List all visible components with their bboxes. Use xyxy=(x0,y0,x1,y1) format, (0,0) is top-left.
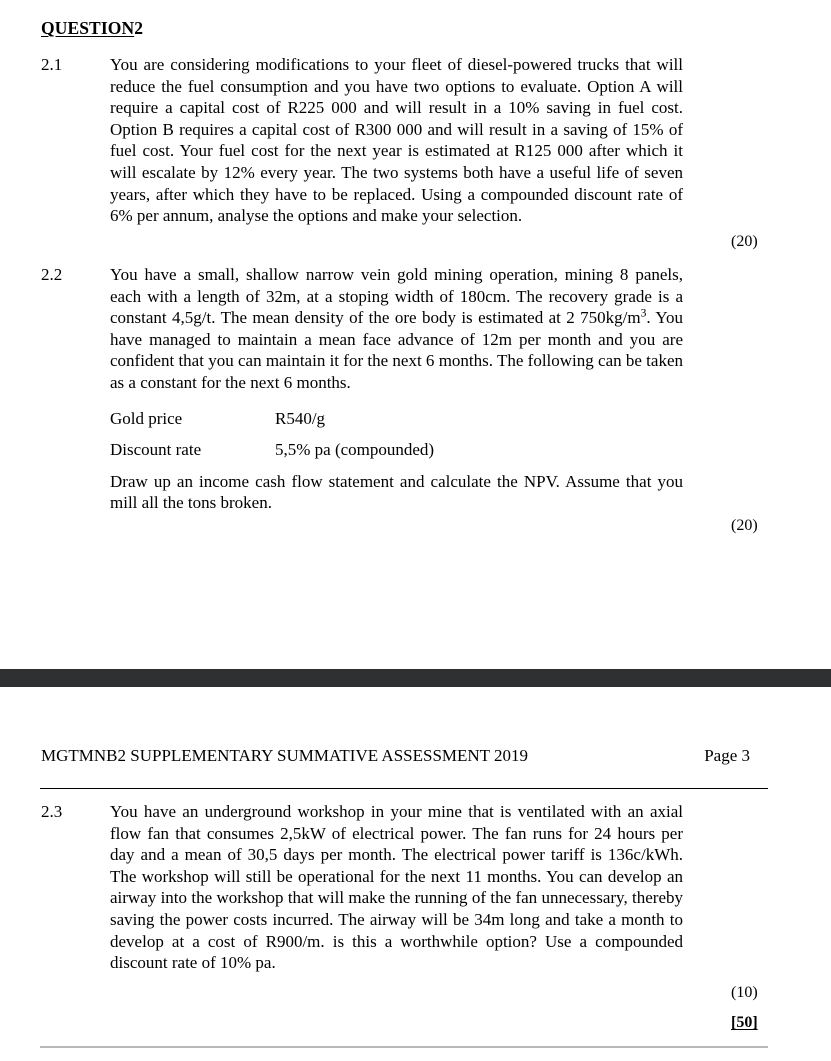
running-header xyxy=(41,745,768,766)
header-divider xyxy=(40,788,768,789)
page-title xyxy=(41,18,143,39)
question-number-2-3: 2.3 xyxy=(41,802,63,821)
question-text-2-3: You have an underground workshop in your mine that is ventilated with an axial flow fan that consumes 2,5kW of electrical power. The fan runs for 24 hours per day and a mean of 30,5 days per month. The electrical power tariff is 136c/kWh. The workshop will still be operational for the next 11 months. You can develop an airway into the workshop that will make the running of the fan unnecessary, thereby saving the power costs incurred. The airway will be 34m long and take a month to develop at a cost of R900/m. is this a worthwhile option? Use a compounded discount rate of 10% pa. xyxy=(110,802,683,973)
data-label-gold-price: Gold price xyxy=(110,408,183,428)
running-header-title: MGTMNB2 SUPPLEMENTARY SUMMATIVE ASSESSMENT 2019 xyxy=(41,746,528,765)
page-break-separator xyxy=(0,669,831,687)
question-number-2-1: 2.1 xyxy=(41,55,63,74)
question-number-2-2: 2.2 xyxy=(41,265,63,284)
question-text-2-2-b: . You have managed to maintain a mean face advance of 12m per month and you are confident that you can maintain it for the next 6 months. The following can be taken as a constant for the next 6 months. xyxy=(110,308,683,392)
marks-2-3: (10) xyxy=(731,984,758,1001)
running-header-page-number: Page 3 xyxy=(704,746,750,765)
page-section-lower xyxy=(0,687,831,1061)
data-row-gold-price xyxy=(110,408,683,430)
footer-divider xyxy=(40,1046,768,1048)
question-text-2-1: You are considering modifications to your fleet of diesel-powered trucks that will reduce the fuel consumption and you have two options to evaluate. Option A will require a capital cost of R225 000 and will result in a 10% saving in fuel cost. Option B requires a capital cost of R300 000 and will result in a saving of 15% of fuel cost. Your fuel cost for the next year is estimated at R125 000 after which it will escalate by 12% every year. The two systems both have a useful life of seven years, after which they have to be replaced. Using a compounded discount rate of 6% per annum, analyse the options and make your selection. xyxy=(110,55,683,226)
data-value-discount-rate: 5,5% pa (compounded) xyxy=(275,440,435,460)
question-item-2-3 xyxy=(41,801,762,974)
question-text-2-2-part1 xyxy=(110,264,683,394)
question-item-2-1 xyxy=(41,54,762,227)
question-heading-word: QUESTION xyxy=(41,18,135,38)
data-value-gold-price: R540/g xyxy=(275,408,326,428)
question-item-2-2 xyxy=(41,264,762,514)
marks-2-1: (20) xyxy=(731,233,758,250)
marks-2-2: (20) xyxy=(731,517,758,534)
question-heading-number: 2 xyxy=(134,18,144,38)
question-text-2-2-a: You have a small, shallow narrow vein gold mining operation, mining 8 panels, each with a length of 32m, at a stoping width of 180cm. The recovery grade is a constant 4,5g/t. The mean density of the ore body is estimated at 2 750kg/m xyxy=(110,265,683,328)
total-marks: [50] xyxy=(731,1014,758,1031)
superscript-cubic: 3 xyxy=(640,306,647,320)
question-text-2-2-part2: Draw up an income cash flow statement and calculate the NPV. Assume that you mill all the tons broken. xyxy=(110,471,683,513)
data-label-discount-rate: Discount rate xyxy=(110,440,202,460)
data-row-discount-rate xyxy=(110,439,683,461)
